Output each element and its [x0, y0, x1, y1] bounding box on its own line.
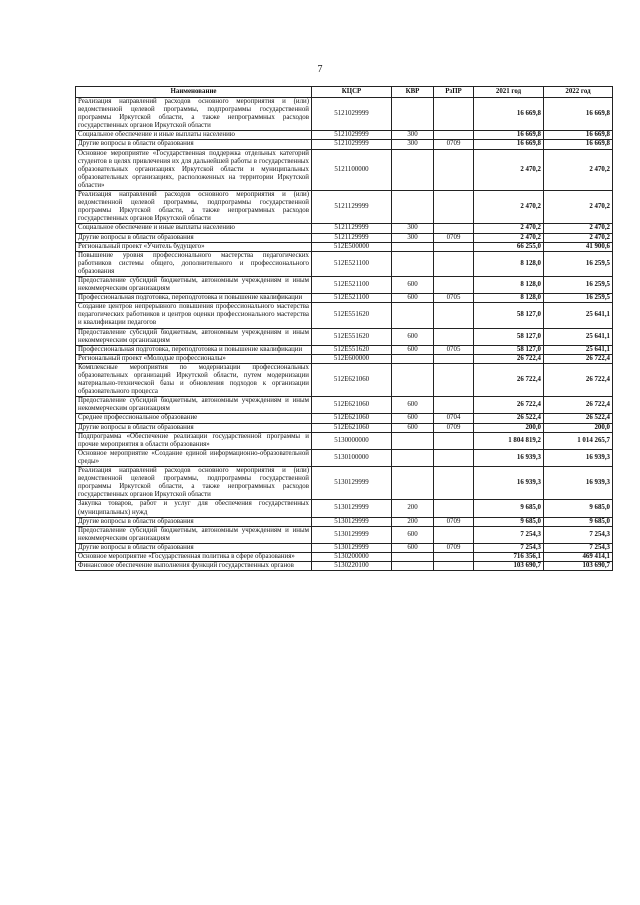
row-kvr-cell: 600 — [392, 423, 434, 432]
row-kcsr-cell: 5121029999 — [312, 98, 392, 131]
row-2022-cell: 2 470,2 — [544, 191, 613, 224]
row-name-cell: Реализация направлений расходов основного мероприятия и (или) ведомственной целевой программы, подпрограммы государственной программы Иркутской области, а также непрограммных расходов государственных органов Иркутской области — [76, 98, 312, 131]
row-2022-cell: 2 470,2 — [544, 224, 613, 233]
row-kcsr-cell: 512E521100 — [312, 276, 392, 293]
row-2021-cell: 2 470,2 — [474, 191, 544, 224]
row-rzpr-cell — [434, 432, 474, 449]
row-kcsr-cell: 5130220100 — [312, 562, 392, 571]
row-2021-cell: 200,0 — [474, 423, 544, 432]
row-rzpr-cell: 0709 — [434, 140, 474, 149]
column-header-kvr: КВР — [392, 87, 434, 98]
row-name-cell: Другие вопросы в области образования — [76, 517, 312, 526]
row-kcsr-cell: 512E621060 — [312, 397, 392, 414]
row-2022-cell: 26 522,4 — [544, 414, 613, 423]
row-name-cell: Региональный проект «Учитель будущего» — [76, 242, 312, 251]
row-kcsr-cell: 512E551620 — [312, 328, 392, 345]
row-2022-cell: 16 259,5 — [544, 276, 613, 293]
row-2021-cell: 1 804 819,2 — [474, 432, 544, 449]
row-2022-cell: 200,0 — [544, 423, 613, 432]
table-row — [76, 149, 613, 190]
row-kvr-cell: 200 — [392, 517, 434, 526]
row-kcsr-cell: 5130100000 — [312, 449, 392, 466]
row-rzpr-cell — [434, 251, 474, 276]
row-rzpr-cell — [434, 449, 474, 466]
row-2021-cell: 58 127,0 — [474, 345, 544, 354]
table-row — [76, 345, 613, 354]
row-kcsr-cell: 5130129999 — [312, 543, 392, 552]
row-2022-cell: 26 722,4 — [544, 354, 613, 363]
row-2022-cell: 16 259,5 — [544, 294, 613, 303]
row-name-cell: Закупка товаров, работ и услуг для обеспечения государственных (муниципальных) нужд — [76, 500, 312, 517]
row-2022-cell: 7 254,3 — [544, 543, 613, 552]
row-name-cell: Реализация направлений расходов основного мероприятия и (или) ведомственной целевой программы, подпрограммы государственной программы Иркутской области, а также непрограммных расходов государственных органов Иркутской области — [76, 467, 312, 500]
row-kvr-cell: 600 — [392, 294, 434, 303]
row-2021-cell: 8 128,0 — [474, 251, 544, 276]
row-2021-cell: 7 254,3 — [474, 526, 544, 543]
table-row — [76, 526, 613, 543]
row-2021-cell: 16 669,8 — [474, 98, 544, 131]
row-kvr-cell — [392, 98, 434, 131]
row-rzpr-cell — [434, 500, 474, 517]
row-name-cell: Другие вопросы в области образования — [76, 543, 312, 552]
row-kvr-cell — [392, 363, 434, 396]
row-rzpr-cell: 0709 — [434, 517, 474, 526]
row-name-cell: Предоставление субсидий бюджетным, автономным учреждениям и иным некоммерческим организациям — [76, 328, 312, 345]
table-row — [76, 303, 613, 328]
row-kvr-cell: 600 — [392, 345, 434, 354]
row-name-cell: Профессиональная подготовка, переподготовка и повышение квалификации — [76, 294, 312, 303]
row-2022-cell: 103 690,7 — [544, 562, 613, 571]
row-kcsr-cell: 5130000000 — [312, 432, 392, 449]
row-2022-cell: 469 414,1 — [544, 552, 613, 561]
row-kvr-cell — [392, 432, 434, 449]
row-kcsr-cell: 512E621060 — [312, 423, 392, 432]
row-kcsr-cell: 5130129999 — [312, 517, 392, 526]
row-name-cell: Социальное обеспечение и иные выплаты населению — [76, 224, 312, 233]
row-name-cell: Подпрограмма «Обеспечение реализации государственной программы и прочие мероприятия в области образования» — [76, 432, 312, 449]
row-name-cell: Основное мероприятие «Создание единой информационно-образовательной среды» — [76, 449, 312, 466]
row-kcsr-cell: 5130129999 — [312, 467, 392, 500]
row-2021-cell: 16 939,3 — [474, 467, 544, 500]
row-2021-cell: 9 685,0 — [474, 517, 544, 526]
row-kvr-cell: 300 — [392, 140, 434, 149]
row-2021-cell: 66 255,0 — [474, 242, 544, 251]
row-rzpr-cell — [434, 562, 474, 571]
table-row — [76, 294, 613, 303]
budget-table — [75, 86, 613, 571]
row-kvr-cell — [392, 149, 434, 190]
row-kvr-cell — [392, 242, 434, 251]
row-kcsr-cell: 5121029999 — [312, 131, 392, 140]
row-kcsr-cell: 512E500000 — [312, 242, 392, 251]
row-name-cell: Повышение уровня профессионального мастерства педагогических работников системы общего, дополнительного и профессионального образования — [76, 251, 312, 276]
row-rzpr-cell — [434, 191, 474, 224]
row-name-cell: Основное мероприятие «Государственная поддержка отдельных категорий студентов в целях привлечения их для дальнейшей работы в государственных образовательных организациях Иркутской области и муниципальных образовательных организациях, расположенных на территории Иркутской области» — [76, 149, 312, 190]
row-kcsr-cell: 512E521100 — [312, 251, 392, 276]
row-2022-cell: 25 641,1 — [544, 345, 613, 354]
table-row — [76, 224, 613, 233]
row-kvr-cell — [392, 562, 434, 571]
row-2022-cell: 25 641,1 — [544, 303, 613, 328]
table-row — [76, 552, 613, 561]
row-2022-cell: 16 259,5 — [544, 251, 613, 276]
table-row — [76, 414, 613, 423]
row-2021-cell: 2 470,2 — [474, 233, 544, 242]
table-row — [76, 517, 613, 526]
row-2022-cell: 2 470,2 — [544, 149, 613, 190]
row-rzpr-cell — [434, 131, 474, 140]
row-kvr-cell: 600 — [392, 328, 434, 345]
row-name-cell: Другие вопросы в области образования — [76, 423, 312, 432]
row-kcsr-cell: 5121129999 — [312, 233, 392, 242]
row-2021-cell: 58 127,0 — [474, 328, 544, 345]
column-header-rzpr: РзПР — [434, 87, 474, 98]
row-name-cell: Создание центров непрерывного повышения профессионального мастерства педагогических работников и центров оценки профессионального мастерства и квалификации педагогов — [76, 303, 312, 328]
row-name-cell: Профессиональная подготовка, переподготовка и повышение квалификации — [76, 345, 312, 354]
row-kvr-cell — [392, 354, 434, 363]
table-row — [76, 423, 613, 432]
row-2021-cell: 2 470,2 — [474, 149, 544, 190]
row-2022-cell: 16 669,8 — [544, 140, 613, 149]
row-kcsr-cell: 5121129999 — [312, 224, 392, 233]
row-kcsr-cell: 512E521100 — [312, 294, 392, 303]
row-rzpr-cell — [434, 98, 474, 131]
row-name-cell: Основное мероприятие «Государственная политика в сфере образования» — [76, 552, 312, 561]
row-name-cell: Среднее профессиональное образование — [76, 414, 312, 423]
table-row — [76, 397, 613, 414]
table-row — [76, 251, 613, 276]
table-row — [76, 432, 613, 449]
row-kvr-cell: 300 — [392, 224, 434, 233]
row-name-cell: Другие вопросы в области образования — [76, 233, 312, 242]
table-row — [76, 500, 613, 517]
row-2021-cell: 9 685,0 — [474, 500, 544, 517]
row-2021-cell: 16 669,8 — [474, 131, 544, 140]
row-rzpr-cell — [434, 149, 474, 190]
row-kcsr-cell: 512E600000 — [312, 354, 392, 363]
row-rzpr-cell: 0709 — [434, 233, 474, 242]
row-2022-cell: 16 669,8 — [544, 98, 613, 131]
column-header-name: Наименование — [76, 87, 312, 98]
row-name-cell: Другие вопросы в области образования — [76, 140, 312, 149]
table-row — [76, 467, 613, 500]
row-kvr-cell — [392, 303, 434, 328]
row-rzpr-cell — [434, 552, 474, 561]
row-kvr-cell: 200 — [392, 500, 434, 517]
row-kvr-cell — [392, 449, 434, 466]
column-header-kcsr: КЦСР — [312, 87, 392, 98]
row-rzpr-cell: 0705 — [434, 345, 474, 354]
row-rzpr-cell — [434, 526, 474, 543]
row-2021-cell: 8 128,0 — [474, 294, 544, 303]
row-kcsr-cell: 512E551620 — [312, 345, 392, 354]
row-2021-cell: 26 722,4 — [474, 363, 544, 396]
row-name-cell: Предоставление субсидий бюджетным, автономным учреждениям и иным некоммерческим организациям — [76, 276, 312, 293]
row-2022-cell: 41 900,6 — [544, 242, 613, 251]
column-header-2022: 2022 год — [544, 87, 613, 98]
row-2022-cell: 9 685,0 — [544, 500, 613, 517]
page-number: 7 — [317, 64, 323, 75]
row-kcsr-cell: 5130129999 — [312, 526, 392, 543]
row-name-cell: Региональный проект «Молодые профессионалы» — [76, 354, 312, 363]
row-kcsr-cell: 5121100000 — [312, 149, 392, 190]
row-name-cell: Комплексные мероприятия по модернизации профессиональных образовательных организаций Иркутской области, путем модернизации материально-технической базы и обновления подходов к организации образовательного процесса — [76, 363, 312, 396]
row-kvr-cell: 300 — [392, 131, 434, 140]
row-name-cell: Предоставление субсидий бюджетным, автономным учреждениям и иным некоммерческим организациям — [76, 526, 312, 543]
row-kvr-cell: 600 — [392, 526, 434, 543]
row-2022-cell: 16 939,3 — [544, 449, 613, 466]
table-row — [76, 131, 613, 140]
row-2022-cell: 25 641,1 — [544, 328, 613, 345]
row-kcsr-cell: 512E621060 — [312, 363, 392, 396]
row-name-cell: Предоставление субсидий бюджетным, автономным учреждениям и иным некоммерческим организациям — [76, 397, 312, 414]
table-row — [76, 449, 613, 466]
row-2022-cell: 26 722,4 — [544, 363, 613, 396]
table-row — [76, 543, 613, 552]
row-rzpr-cell — [434, 467, 474, 500]
row-2022-cell: 16 939,3 — [544, 467, 613, 500]
row-rzpr-cell — [434, 242, 474, 251]
row-rzpr-cell — [434, 224, 474, 233]
row-2021-cell: 58 127,0 — [474, 303, 544, 328]
row-kvr-cell — [392, 467, 434, 500]
table-row — [76, 140, 613, 149]
table-row — [76, 354, 613, 363]
row-2021-cell: 7 254,3 — [474, 543, 544, 552]
row-2021-cell: 26 522,4 — [474, 414, 544, 423]
row-rzpr-cell — [434, 354, 474, 363]
row-2021-cell: 16 939,3 — [474, 449, 544, 466]
row-kcsr-cell: 5121129999 — [312, 191, 392, 224]
row-2022-cell: 16 669,8 — [544, 131, 613, 140]
row-2022-cell: 26 722,4 — [544, 397, 613, 414]
row-kvr-cell — [392, 251, 434, 276]
row-kvr-cell: 600 — [392, 276, 434, 293]
row-kcsr-cell: 512E551620 — [312, 303, 392, 328]
row-2021-cell: 8 128,0 — [474, 276, 544, 293]
table-row — [76, 191, 613, 224]
row-kcsr-cell: 512E621060 — [312, 414, 392, 423]
row-2022-cell: 7 254,3 — [544, 526, 613, 543]
table-row — [76, 276, 613, 293]
row-name-cell: Финансовое обеспечение выполнения функций государственных органов — [76, 562, 312, 571]
row-kvr-cell: 600 — [392, 414, 434, 423]
row-2021-cell: 103 690,7 — [474, 562, 544, 571]
row-kvr-cell — [392, 191, 434, 224]
row-name-cell: Социальное обеспечение и иные выплаты населению — [76, 131, 312, 140]
row-kvr-cell: 600 — [392, 543, 434, 552]
row-kcsr-cell: 5121029999 — [312, 140, 392, 149]
row-rzpr-cell: 0704 — [434, 414, 474, 423]
row-2021-cell: 16 669,8 — [474, 140, 544, 149]
row-rzpr-cell — [434, 363, 474, 396]
row-name-cell: Реализация направлений расходов основного мероприятия и (или) ведомственной целевой программы, подпрограммы государственной программы Иркутской области, а также непрограммных расходов государственных органов Иркутской области — [76, 191, 312, 224]
row-rzpr-cell — [434, 328, 474, 345]
row-rzpr-cell: 0705 — [434, 294, 474, 303]
row-kcsr-cell: 5130129999 — [312, 500, 392, 517]
row-2022-cell: 2 470,2 — [544, 233, 613, 242]
row-kvr-cell: 600 — [392, 397, 434, 414]
table-row — [76, 328, 613, 345]
row-rzpr-cell — [434, 397, 474, 414]
table-header-row — [76, 87, 613, 98]
row-rzpr-cell: 0709 — [434, 423, 474, 432]
table-row — [76, 363, 613, 396]
table-row — [76, 242, 613, 251]
table-row — [76, 562, 613, 571]
column-header-2021: 2021 год — [474, 87, 544, 98]
row-kcsr-cell: 5130200000 — [312, 552, 392, 561]
row-2022-cell: 1 014 265,7 — [544, 432, 613, 449]
row-2021-cell: 26 722,4 — [474, 397, 544, 414]
row-2021-cell: 2 470,2 — [474, 224, 544, 233]
row-kvr-cell — [392, 552, 434, 561]
table-row — [76, 98, 613, 131]
row-2022-cell: 9 685,0 — [544, 517, 613, 526]
row-2021-cell: 716 356,1 — [474, 552, 544, 561]
row-kvr-cell: 300 — [392, 233, 434, 242]
row-rzpr-cell — [434, 303, 474, 328]
row-rzpr-cell: 0709 — [434, 543, 474, 552]
row-rzpr-cell — [434, 276, 474, 293]
row-2021-cell: 26 722,4 — [474, 354, 544, 363]
table-row — [76, 233, 613, 242]
